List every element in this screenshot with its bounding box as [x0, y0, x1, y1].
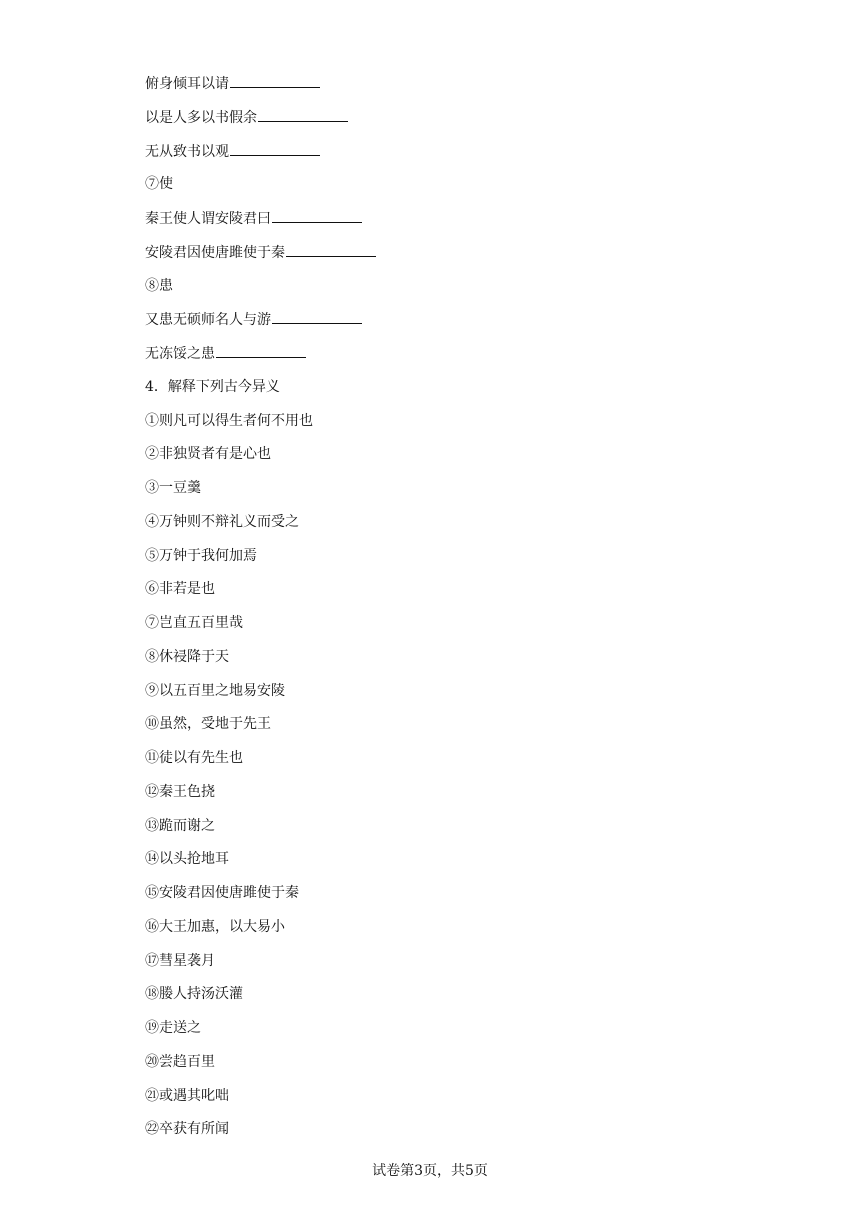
line-text: ⑦岂直五百里哉	[145, 615, 243, 631]
line-text: ⑪徒以有先生也	[145, 750, 243, 766]
line-text: 又患无硕师名人与游	[145, 312, 271, 328]
text-line	[145, 243, 376, 262]
line-text: ⑰彗星袭月	[145, 953, 215, 969]
line-text: ⑭以头抢地耳	[145, 851, 229, 867]
line-text: 4．解释下列古今异义	[145, 379, 280, 395]
text-line	[145, 952, 215, 970]
text-line	[145, 445, 271, 463]
line-text: ⑮安陵君因使唐雎使于秦	[145, 885, 299, 901]
line-text: 无冻馁之患	[145, 346, 215, 362]
line-text: 俯身倾耳以请	[145, 76, 229, 92]
line-text: 秦王使人谓安陵君曰	[145, 211, 271, 227]
line-text: ⑫秦王色挠	[145, 784, 215, 800]
line-text: ㉒卒获有所闻	[145, 1121, 229, 1137]
line-text: ⑬跪而谢之	[145, 818, 215, 834]
line-text: ⑯大王加惠，以大易小	[145, 919, 285, 935]
line-text: ④万钟则不辩礼义而受之	[145, 514, 299, 530]
line-text: 以是人多以书假余	[145, 110, 257, 126]
text-line	[145, 277, 173, 295]
line-text: 安陵君因使唐雎使于秦	[145, 245, 285, 261]
line-text: ⑤万钟于我何加焉	[145, 548, 257, 564]
text-line	[145, 344, 306, 363]
line-text: ⑳尝趋百里	[145, 1054, 215, 1070]
text-line	[145, 175, 173, 193]
text-line	[145, 783, 215, 801]
text-line	[145, 513, 299, 531]
text-line	[145, 209, 362, 228]
text-line	[145, 884, 299, 902]
line-text: ㉑或遇其叱咄	[145, 1088, 229, 1104]
text-line	[145, 310, 362, 329]
text-line	[145, 985, 243, 1003]
text-line	[145, 378, 280, 396]
line-text: ⑩虽然，受地于先王	[145, 716, 271, 732]
line-text: ②非独贤者有是心也	[145, 446, 271, 462]
text-line	[145, 74, 320, 93]
answer-blank[interactable]	[230, 74, 320, 88]
line-text: ⑱媵人持汤沃灌	[145, 986, 243, 1002]
text-line	[145, 614, 243, 632]
text-line	[145, 817, 215, 835]
text-line	[145, 1087, 229, 1105]
line-text: 无从致书以观	[145, 144, 229, 160]
page-footer: 试卷第3页，共5页	[372, 1163, 488, 1179]
line-text: ①则凡可以得生者何不用也	[145, 413, 313, 429]
text-line	[145, 682, 285, 700]
answer-blank[interactable]	[216, 344, 306, 358]
text-line	[145, 479, 201, 497]
answer-blank[interactable]	[272, 310, 362, 324]
line-text: ⑧患	[145, 278, 173, 294]
line-text: ⑨以五百里之地易安陵	[145, 683, 285, 699]
text-line	[145, 850, 229, 868]
text-line	[145, 108, 348, 127]
text-line	[145, 749, 243, 767]
text-line	[145, 1019, 201, 1037]
text-line	[145, 142, 320, 161]
line-text: ⑧休祲降于天	[145, 649, 229, 665]
answer-blank[interactable]	[272, 209, 362, 223]
text-line	[145, 1053, 215, 1071]
line-text: ⑥非若是也	[145, 581, 215, 597]
text-line	[145, 412, 313, 430]
text-line	[145, 580, 215, 598]
text-line	[145, 715, 271, 733]
line-text: ③一豆羹	[145, 480, 201, 496]
line-text: ⑦使	[145, 176, 173, 192]
text-line	[145, 648, 229, 666]
answer-blank[interactable]	[230, 142, 320, 156]
line-text: ⑲走送之	[145, 1020, 201, 1036]
answer-blank[interactable]	[286, 243, 376, 257]
text-line	[145, 1120, 229, 1138]
text-line	[145, 547, 257, 565]
text-line	[145, 918, 285, 936]
answer-blank[interactable]	[258, 108, 348, 122]
